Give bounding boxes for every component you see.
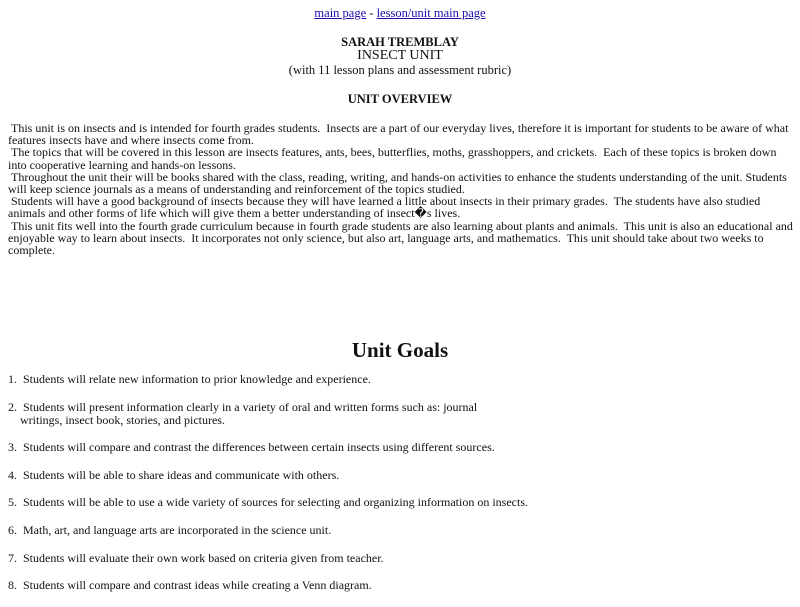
overview-paragraph: This unit is on insects and is intended for fourth grades students. Insects are a part of our everyday lives, therefore it is important for students to be aware of what features insects have and where insects come from. <box>8 121 792 148</box>
goal-item: 5. Students will be able to use a wide variety of sources for selecting and organizing information on insects. <box>8 495 528 510</box>
top-nav <box>0 6 800 21</box>
goal-item: 1. Students will relate new information to prior knowledge and experience. <box>8 372 371 386</box>
overview-text <box>8 122 796 256</box>
goal-item: 7. Students will evaluate their own work based on criteria given from teacher. <box>8 550 384 565</box>
author-name: SARAH TREMBLAY <box>341 35 459 49</box>
goals-list <box>8 373 788 607</box>
nav-separator: - <box>366 6 377 20</box>
unit-title: INSECT UNIT <box>357 48 443 63</box>
overview-heading: UNIT OVERVIEW <box>347 92 453 106</box>
goal-item: 4. Students will be able to share ideas and communicate with others. <box>8 467 340 482</box>
lesson-unit-main-page-link[interactable]: lesson/unit main page <box>376 6 486 20</box>
overview-paragraph: This unit fits well into the fourth grade curriculum because in fourth grade students are also learning about plants and animals. This unit is also an educational and enjoyable way to learn about insects. It incorporates not only science, but also art, language arts, and mathematics. This unit should take about two weeks to complete. <box>8 218 796 258</box>
goal-item: 6. Math, art, and language arts are incorporated in the science unit. <box>8 522 332 537</box>
overview-paragraph: The topics that will be covered in this lesson are insects features, ants, bees, butterflies, moths, grasshoppers, and crickets. Each of these topics is broken down into cooperative learning and hands-on lessons. <box>8 145 780 172</box>
page-header <box>0 35 800 77</box>
goal-item: 8. Students will compare and contrast ideas while creating a Venn diagram. <box>8 578 372 593</box>
goal-item: 2. Students will present information clearly in a variety of oral and written forms such as: journal writings, insect book, stories, and pictures. <box>8 399 478 427</box>
main-page-link[interactable]: main page <box>314 6 367 20</box>
goals-heading: Unit Goals <box>351 338 449 362</box>
goal-item: 3. Students will compare and contrast the differences between certain insects using different sources. <box>8 440 495 455</box>
overview-paragraph: Students will have a good background of insects because they will have learned a little about insects in their primary grades. The students have also studied animals and other forms of life which will give them a better understanding of insect�s lives. <box>8 194 764 221</box>
overview-paragraph: Throughout the unit their will be books shared with the class, reading, writing, and hands-on activities to enhance the students understanding of the unit. Students will keep science journals as a means of understanding and reinforcement of the topics studied. <box>8 169 790 197</box>
unit-subtitle: (with 11 lesson plans and assessment rubric) <box>288 63 512 77</box>
